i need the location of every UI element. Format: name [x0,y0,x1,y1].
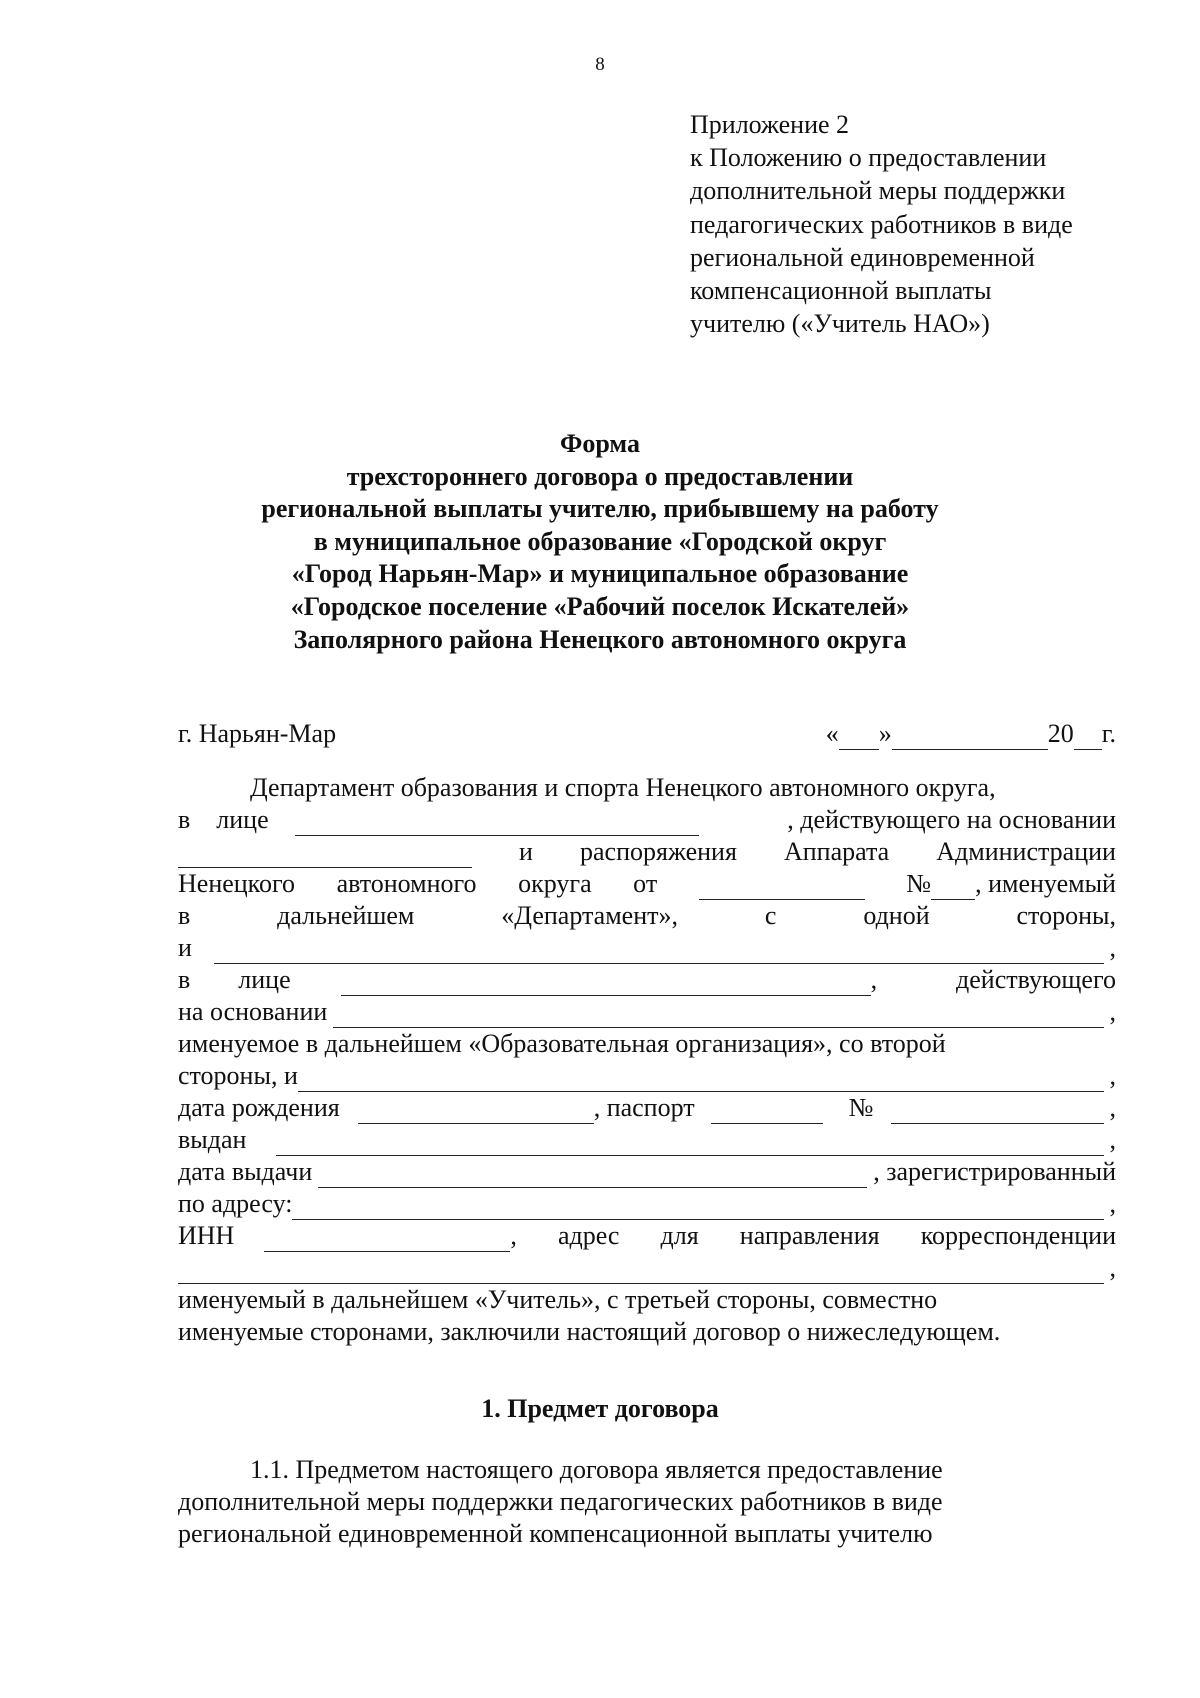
row-text: Ненецкого [178,869,296,898]
preamble-row-3 [178,836,1116,868]
preamble-row-6 [178,932,1116,964]
preamble-row-17: именуемый в дальнейшем «Учитель», с третьей стороны, совместно [178,1285,938,1314]
appendix-line: дополнительной меры поддержки [690,176,1066,206]
preamble-row-15 [178,1220,1116,1252]
row-text: от [633,869,658,898]
teacher-name-blank[interactable] [298,1069,1104,1092]
title-line: трехстороннего договора о предоставлении [346,461,854,491]
title-line: «Город Нарьян-Мар» и муниципальное образование [291,559,909,589]
row-text: округа [518,869,592,898]
issued-by-blank[interactable] [276,1133,1103,1156]
row-text: «Департамент», [501,901,678,930]
row-text: дата рождения [178,1093,340,1122]
row-text: лице [216,805,269,834]
basis-blank[interactable] [178,845,472,868]
year-prefix: 20 [1047,719,1074,748]
row-text: Администрации [936,837,1116,866]
row-text: , действующего на основании [787,805,1116,834]
section-1-paragraph [178,1454,1116,1550]
preamble-row-7 [178,964,1116,996]
appendix-line: региональной единовременной [690,242,1035,272]
preamble-row-10 [178,1060,1116,1092]
preamble-row-4 [178,868,1116,900]
row-text: Аппарата [783,837,890,866]
row-text: дальнейшем [277,901,415,930]
year-blank [1074,727,1102,750]
preamble-row-5 [178,900,1116,932]
passport-series-blank[interactable] [711,1101,823,1124]
appendix-line: учителю («Учитель НАО») [690,309,990,339]
month-blank [892,727,1048,750]
issue-date-blank[interactable] [318,1165,867,1188]
row-text: дата выдачи [178,1157,313,1186]
page-number: 8 [595,54,605,75]
row-text: стороны, и [178,1061,298,1090]
paragraph-line: дополнительной меры поддержки педагогических работников в виде [178,1487,943,1516]
row-text: ИНН [178,1221,235,1250]
row-text: и [178,933,192,962]
row-text: , [1109,997,1116,1026]
paragraph-line: региональной единовременной компенсационной выплаты учителю [178,1519,933,1548]
birth-date-blank[interactable] [358,1101,594,1124]
row-text: распоряжения [580,837,737,866]
representative-blank[interactable] [295,813,699,836]
preamble-row-12 [178,1124,1116,1156]
row-text: № [906,869,932,898]
contract-preamble [178,772,1116,1348]
preamble-row-11 [178,1092,1116,1124]
appendix-note [690,108,1073,340]
preamble-row-1: Департамент образования и спорта Ненецкого автономного округа, [250,773,996,802]
row-text: адрес [557,1221,620,1250]
organization-name-blank[interactable] [214,941,1104,964]
row-text: № [848,1093,874,1122]
appendix-line: Приложение 2 [690,110,850,139]
row-text: , [870,965,878,994]
date-template [826,718,1116,750]
row-text: по адресу: [178,1189,293,1218]
year-suffix: г. [1101,719,1116,748]
row-text: выдан [178,1125,247,1154]
title-line: Форма [560,429,640,458]
day-blank [839,727,879,750]
row-text: корреспонденции [920,1221,1116,1250]
preamble-row-8 [178,996,1116,1028]
preamble-row-2 [178,804,1116,836]
section-heading: 1. Предмет договора [481,1394,719,1423]
appendix-line: к Положению о предоставлении [690,143,1047,173]
place-date-row [178,718,1116,750]
order-number-blank[interactable] [931,877,975,900]
correspondence-address-blank[interactable] [178,1261,1104,1284]
row-text: , [1109,1253,1116,1282]
title-line: Заполярного района Ненецкого автономного округа [293,624,907,654]
row-text: , [1109,1189,1116,1218]
row-text: одной [863,901,930,930]
appendix-line: компенсационной выплаты [690,276,992,306]
title-line: «Городское поселение «Рабочий поселок Искателей» [290,591,910,621]
title-line: в муниципальное образование «Городской округ [313,526,887,556]
date-quote-open: « [825,719,839,748]
row-text: в [178,965,191,994]
paragraph-line: 1.1. Предметом настоящего договора является предоставление [250,1455,943,1484]
row-text: , именуемый [975,869,1116,898]
passport-number-blank[interactable] [891,1101,1103,1124]
row-text: направления [739,1221,880,1250]
address-blank[interactable] [292,1197,1103,1220]
preamble-row-18: именуемые сторонами, заключили настоящий договор о нижеследующем. [178,1317,1001,1346]
preamble-row-14 [178,1188,1116,1220]
order-date-blank[interactable] [699,877,865,900]
title-line: региональной выплаты учителю, прибывшему на работу [261,494,939,524]
row-text: , [1109,1093,1116,1122]
row-text: в [178,901,191,930]
preamble-row-9: именуемое в дальнейшем «Образовательная организация», со второй [178,1029,946,1058]
inn-blank[interactable] [264,1229,510,1252]
date-quote-close: » [878,719,892,748]
row-text: , [510,1221,517,1250]
row-text: , [1109,933,1116,962]
row-text: лице [238,965,291,994]
row-text: с [764,901,777,930]
contract-place: г. Нарьян-Мар [178,719,337,748]
document-title [0,428,1200,656]
row-text: на основании [178,997,328,1026]
row-text: в [178,805,191,834]
row-text: автономного [336,869,477,898]
org-representative-blank[interactable] [341,973,871,996]
row-text: для [660,1221,699,1250]
org-basis-blank[interactable] [333,1005,1103,1028]
row-text: стороны, [1016,901,1116,930]
preamble-row-16 [178,1252,1116,1284]
appendix-line: педагогических работников в виде [690,209,1073,239]
preamble-row-13 [178,1156,1116,1188]
row-text: действующего [956,965,1116,994]
row-text: , [1109,1061,1116,1090]
row-text: , [1109,1125,1116,1154]
row-text: , паспорт [593,1093,695,1122]
row-text: , зарегистрированный [873,1157,1116,1186]
row-text: и [519,837,533,866]
